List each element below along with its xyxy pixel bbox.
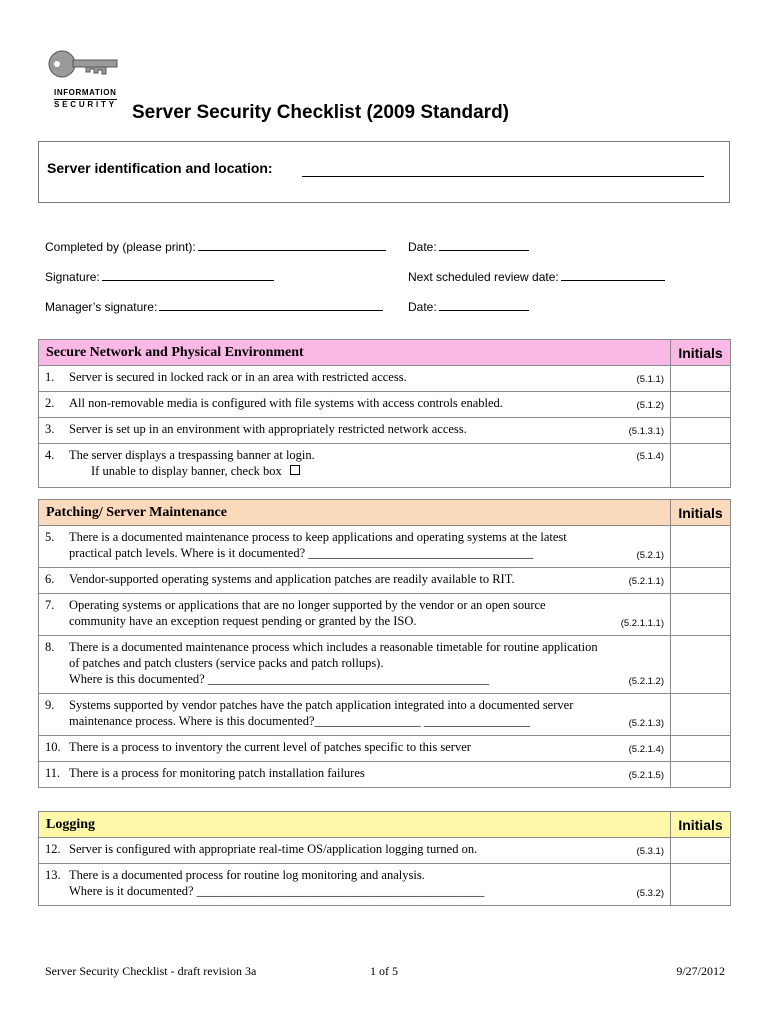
date-line-1[interactable]: [439, 238, 529, 251]
item-text: There is a process to inventory the current level of patches specific to this server: [69, 740, 471, 754]
section-secure-network: [38, 339, 731, 488]
date-field-1: [408, 238, 529, 254]
item-text: maintenance process. Where is this documented?_________________ _________________: [69, 714, 531, 728]
checklist-row: [39, 864, 731, 906]
manager-signature-line[interactable]: [159, 298, 383, 311]
logo-text-line1: INFORMATION: [54, 88, 117, 97]
checklist-row: [39, 762, 731, 788]
server-identification-label: Server identification and location:: [47, 160, 273, 176]
item-text: Server is secured in locked rack or in an area with restricted access.: [69, 370, 407, 384]
checklist-row: [39, 694, 731, 736]
checklist-row: [39, 366, 731, 392]
section-title: Secure Network and Physical Environment: [39, 340, 671, 366]
item-text: There is a documented maintenance process which includes a reasonable timetable for routine application: [69, 640, 598, 654]
signature-label: Signature:: [45, 270, 100, 284]
item-reference: (5.2.1.2): [628, 676, 664, 687]
item-reference: (5.2.1.1): [628, 576, 664, 587]
logo-text-line2: SECURITY: [54, 100, 117, 109]
checklist-row: [39, 418, 731, 444]
completed-by-label: Completed by (please print):: [45, 240, 196, 254]
checklist-row: [39, 736, 731, 762]
footer-document-name: Server Security Checklist - draft revision 3a: [45, 964, 257, 978]
section-title: Logging: [39, 812, 671, 838]
item-text: If unable to display banner, check box: [91, 464, 282, 478]
completed-by-line[interactable]: [198, 238, 386, 251]
initials-header: Initials: [671, 340, 731, 366]
item-text: Where is it documented? ______________________________________________: [69, 884, 485, 898]
checklist-row: [39, 444, 731, 488]
checklist-row: [39, 636, 731, 694]
initials-cell[interactable]: [671, 392, 731, 418]
item-text: Server is configured with appropriate real-time OS/application logging turned on.: [69, 842, 478, 856]
item-number: 2.: [45, 396, 55, 410]
footer-page-number: 1 of 5: [370, 964, 398, 978]
item-reference: (5.2.1.4): [628, 744, 664, 755]
banner-checkbox[interactable]: [290, 465, 300, 475]
initials-cell[interactable]: [671, 594, 731, 636]
server-identification-line[interactable]: [302, 176, 704, 177]
initials-header: Initials: [671, 500, 731, 526]
item-reference: (5.2.1.5): [628, 770, 664, 781]
section-title: Patching/ Server Maintenance: [39, 500, 671, 526]
information-security-logo: [48, 46, 120, 114]
next-review-field: [408, 268, 665, 284]
item-number: 8.: [45, 640, 55, 654]
item-number: 13.: [45, 868, 61, 882]
signature-line[interactable]: [102, 268, 274, 281]
item-reference: (5.2.1.1.1): [620, 618, 664, 629]
checklist-row: [39, 838, 731, 864]
checklist-row: [39, 594, 731, 636]
item-text: of patches and patch clusters (service packs and patch rollups).: [69, 656, 384, 670]
initials-cell[interactable]: [671, 526, 731, 568]
item-reference: (5.1.1): [636, 374, 664, 385]
page-title: Server Security Checklist (2009 Standard): [132, 102, 510, 123]
item-text: The server displays a trespassing banner at login.: [69, 448, 315, 462]
initials-cell[interactable]: [671, 736, 731, 762]
checklist-row: [39, 392, 731, 418]
item-text: Systems supported by vendor patches have the patch application integrated into a documented server: [69, 698, 574, 712]
section-logging: [38, 811, 731, 906]
item-text: There is a process for monitoring patch installation failures: [69, 766, 365, 780]
item-number: 4.: [45, 448, 55, 462]
item-reference: (5.2.1): [636, 550, 664, 561]
initials-cell[interactable]: [671, 636, 731, 694]
manager-signature-label: Manager’s signature:: [45, 300, 158, 314]
initials-cell[interactable]: [671, 418, 731, 444]
date-label-2: Date:: [408, 300, 437, 314]
next-review-line[interactable]: [561, 268, 665, 281]
item-reference: (5.2.1.3): [628, 718, 664, 729]
item-number: 10.: [45, 740, 61, 754]
section-patching: [38, 499, 731, 788]
item-text: Vendor-supported operating systems and application patches are readily available to RIT.: [69, 572, 515, 586]
item-number: 6.: [45, 572, 55, 586]
item-number: 9.: [45, 698, 55, 712]
item-reference: (5.1.3.1): [628, 426, 664, 437]
item-text: There is a documented process for routine log monitoring and analysis.: [69, 868, 425, 882]
server-identification-box: [38, 141, 730, 203]
footer-date: 9/27/2012: [676, 964, 725, 978]
item-number: 7.: [45, 598, 55, 612]
signature-field: [45, 268, 274, 284]
initials-cell[interactable]: [671, 444, 731, 488]
item-number: 1.: [45, 370, 55, 384]
initials-cell[interactable]: [671, 762, 731, 788]
item-reference: (5.1.4): [636, 451, 664, 462]
item-reference: (5.3.2): [636, 888, 664, 899]
item-text: Operating systems or applications that are no longer supported by the vendor or an open source: [69, 598, 546, 612]
initials-cell[interactable]: [671, 694, 731, 736]
item-number: 5.: [45, 530, 55, 544]
item-reference: (5.1.2): [636, 400, 664, 411]
checklist-row: [39, 568, 731, 594]
initials-cell[interactable]: [671, 864, 731, 906]
item-text: Where is this documented? _____________________________________________: [69, 672, 490, 686]
manager-signature-field: [45, 298, 383, 314]
date-field-2: [408, 298, 529, 314]
date-label-1: Date:: [408, 240, 437, 254]
item-number: 12.: [45, 842, 61, 856]
checklist-row: [39, 526, 731, 568]
next-review-label: Next scheduled review date:: [408, 270, 559, 284]
item-text: There is a documented maintenance process to keep applications and operating systems at the latest: [69, 530, 567, 544]
item-text: All non-removable media is configured with file systems with access controls enabled.: [69, 396, 503, 410]
initials-cell[interactable]: [671, 838, 731, 864]
item-number: 11.: [45, 766, 61, 780]
item-text: practical patch levels. Where is it documented? ____________________________________: [69, 546, 534, 560]
initials-cell[interactable]: [671, 568, 731, 594]
item-number: 3.: [45, 422, 55, 436]
item-text: community have an exception request pending or granted by the ISO.: [69, 614, 417, 628]
initials-header: Initials: [671, 812, 731, 838]
item-reference: (5.3.1): [636, 846, 664, 857]
initials-cell[interactable]: [671, 366, 731, 392]
key-icon: [48, 46, 120, 86]
item-text: Server is set up in an environment with appropriately restricted network access.: [69, 422, 467, 436]
date-line-2[interactable]: [439, 298, 529, 311]
completed-by-field: [45, 238, 386, 254]
